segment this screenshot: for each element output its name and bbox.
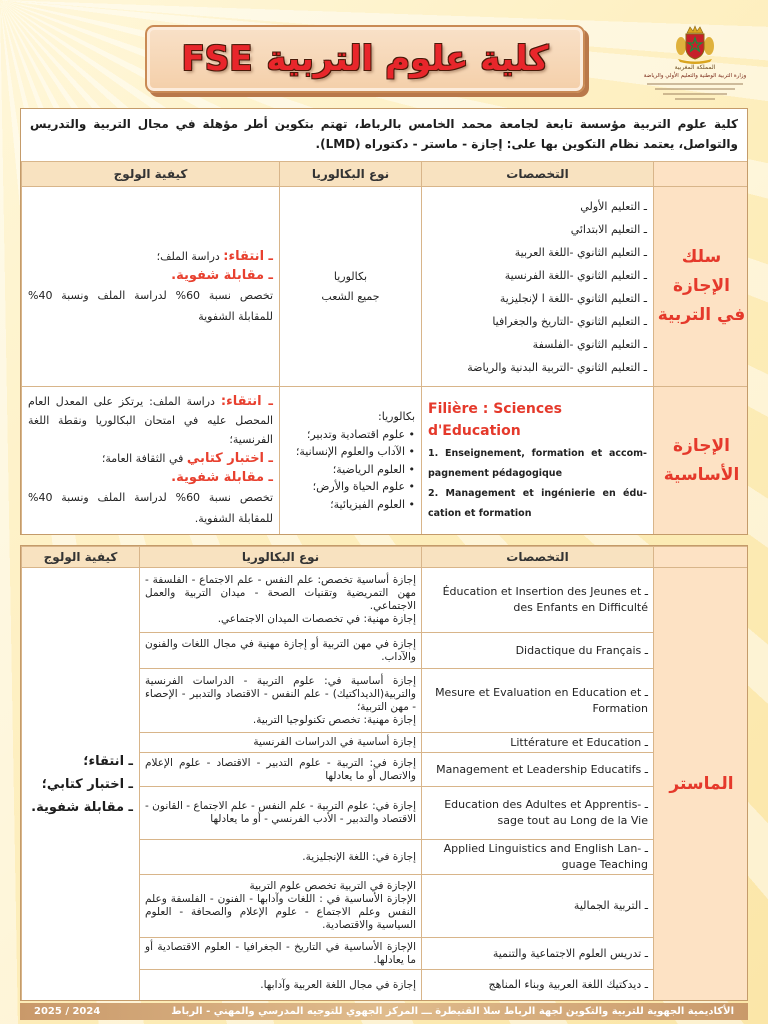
access-item-text: في الثقافة العامة؛ <box>101 452 187 465</box>
access-item: ـ انتقاء؛ <box>83 753 133 769</box>
bac-title: بكالوريا: <box>378 410 415 423</box>
logo-text-line <box>647 83 743 85</box>
bac-requirement: إجازة مهنية: في تخصصات الميدان الاجتماعي. <box>217 613 416 625</box>
bac-cell <box>140 633 422 669</box>
specialty-cell <box>422 568 654 633</box>
bac-requirement: إجازة في مجال اللغة العربية وآدابها. <box>260 978 416 991</box>
specialty-cell <box>422 733 654 753</box>
header-specialties: التخصصات <box>422 547 654 568</box>
specialty-item: 1. Enseignement, formation et accom-pagnement pédagogique <box>428 447 647 479</box>
bac-requirement: إجازة أساسية تخصص: علم النفس - علم الاجتماع - الفلسفة - مهن التمريضية وتقنيات الصحة - ميدان التربية والعمل الاجتماعي. <box>145 574 416 612</box>
access-item-text: دراسة الملف؛ <box>156 249 224 263</box>
access-cell <box>22 187 280 387</box>
specialty-item: ـ التربية الجمالية <box>573 899 648 912</box>
access-weight-note: تخصص نسبة 60% لدراسة الملف ونسبة 40% للمقابلة الشفوية <box>28 288 274 323</box>
filiere-title: Filière : Sciences d'Education <box>428 400 562 439</box>
intro-paragraph: كلية علوم التربية مؤسسة تابعة لجامعة محمد الخامس بالرباط، تهتم بتكوين أطر مؤهلة في مجال التربية والتدريس والتواصل، يعتمد نظام التكوين بها على: إجازة - ماستر - دكتوراه (LMD). <box>30 117 738 151</box>
bac-line: بكالوريا <box>333 269 368 283</box>
specialty-cell <box>422 875 654 938</box>
specialties-cell <box>422 187 654 387</box>
title-acronym: FSE <box>181 39 253 79</box>
header-access-mode: كيفية الولوج <box>22 547 140 568</box>
row-label: الماستر <box>669 773 734 794</box>
row-label-cell <box>654 187 749 387</box>
bac-line: جميع الشعب <box>321 289 380 303</box>
ministry-logo <box>638 24 752 104</box>
header-label-cell <box>654 547 749 568</box>
bac-requirement: إجازة مهنية: تخصص تكنولوجيا التربية. <box>252 713 416 726</box>
bac-requirement: الإجازة في التربية تخصص علوم التربية <box>249 880 416 892</box>
bac-option: • العلوم الفيزيائية؛ <box>330 497 415 511</box>
table-row <box>22 387 749 535</box>
specialties-cell <box>422 387 654 535</box>
bac-requirement: إجازة في: علوم التربية - علم النفس - علم الاجتماع - القانون - الاقتصاد والتدبير - الأدب الفرنسي - أو ما يعادلها <box>145 800 416 825</box>
title-banner <box>145 25 585 93</box>
header-label-cell <box>654 162 749 187</box>
row-label: سلك الإجازة في التربية <box>657 247 746 325</box>
specialty-cell <box>422 753 654 787</box>
table-row <box>22 568 749 633</box>
page-title <box>147 27 583 91</box>
logo-text-line <box>663 93 727 95</box>
bac-cell <box>140 753 422 787</box>
row-label-cell <box>654 387 749 535</box>
master-table-body <box>22 568 749 1001</box>
specialty-item: ـ Didactique du Français <box>515 643 648 657</box>
logo-text-line <box>655 88 735 90</box>
specialty-item: ـ تدريس العلوم الاجتماعية والتنمية <box>492 946 648 960</box>
specialty-item: ـ Littérature et Education <box>510 735 648 749</box>
specialty-item: ـ ديدكتيك اللغة العربية وبناء المناهج <box>488 978 648 991</box>
bac-requirement: إجازة في: اللغة الإنجليزية. <box>302 850 416 863</box>
row-label: الإجازة الأساسية <box>663 435 740 485</box>
specialty-cell <box>422 970 654 1001</box>
specialty-item: ـ Applied Linguistics and English Lan-guage Teaching <box>443 842 648 871</box>
specialty-item: ـ التعليم الأولي <box>580 199 647 213</box>
access-item-text: دراسة الملف: يرتكز على المعدل العام المحصل عليه في امتحان البكالوريا ونقطة اللغة الفرنسية؛ <box>28 395 273 446</box>
specialty-item: ـ Education des Adultes et Apprentis-sage tout au Long de la Vie <box>444 798 648 827</box>
header-bac-type: نوع البكالوريا <box>140 547 422 568</box>
specialty-item: ـ Mesure et Evaluation en Education et Formation <box>435 685 648 715</box>
bac-option: • علوم اقتصادية وتدبير؛ <box>306 427 415 441</box>
access-cell <box>22 387 280 535</box>
logo-ministry-text: وزارة التربية الوطنية والتعليم الأولي والرياضة <box>643 73 747 79</box>
specialty-item: ـ التعليم الثانوي -الفلسفة <box>532 337 647 351</box>
access-item <box>28 247 273 266</box>
bac-cell <box>140 938 422 970</box>
specialty-cell <box>422 633 654 669</box>
specialties-list <box>428 195 647 379</box>
specialty-cell <box>422 787 654 840</box>
specialty-item: ـ التعليم الثانوي -اللغة ا لإنجليزية <box>499 291 647 305</box>
bac-requirement: إجازة أساسية في الدراسات الفرنسية <box>253 736 416 748</box>
bac-option: • الآداب والعلوم الإنسانية؛ <box>295 445 415 458</box>
access-item <box>28 468 273 487</box>
specialty-item: 2. Management et ingénierie en édu-cation et formation <box>428 487 647 519</box>
header-access-mode: كيفية الولوج <box>22 162 280 187</box>
bac-cell <box>140 669 422 733</box>
header-specialties: التخصصات <box>422 162 654 187</box>
bac-cell <box>280 387 422 535</box>
bac-cell <box>140 875 422 938</box>
header-bac-type: نوع البكالوريا <box>280 162 422 187</box>
licence-section <box>20 108 748 535</box>
table-header-row <box>22 547 749 568</box>
master-table <box>21 546 748 1001</box>
specialty-item: ـ التعليم الثانوي -اللغة العربية <box>514 245 647 259</box>
access-item <box>28 449 273 468</box>
access-item <box>28 266 273 285</box>
bac-list <box>286 426 415 514</box>
specialty-item: ـ التعليم الثانوي -التربية البدنية والرياضة <box>467 360 647 374</box>
specialty-item: ـ Éducation et Insertion des Jeunes et des Enfants en Difficulté <box>442 585 648 614</box>
coat-of-arms-icon <box>672 24 718 64</box>
licence-table <box>21 161 748 535</box>
bac-cell <box>140 840 422 875</box>
access-item-highlight: ـ مقابلة شفوية. <box>171 267 273 283</box>
bac-requirement: الإجازة الأساسية في : اللغات وآدابها - الفنون - الفلسفة وعلم النفس وعلم الاجتماع - علوم الإعلام والصحافة - العلوم السياسية والاقتصادية. <box>145 893 416 931</box>
table-row <box>22 187 749 387</box>
bac-cell <box>140 787 422 840</box>
specialty-item: ـ Management et Leadership Educatifs <box>436 762 648 776</box>
bac-option: • العلوم الرياضية؛ <box>332 462 415 476</box>
title-arabic: كلية علوم التربية <box>266 39 549 79</box>
bac-requirement: إجازة في مهن التربية أو إجازة مهنية في مجال اللغات والفنون والآداب. <box>145 637 416 663</box>
footer-bar <box>20 1003 748 1020</box>
logo-kingdom-text: المملكة المغربية <box>674 64 716 71</box>
bac-requirement: الإجازة الأساسية في التاريخ - الجغرافيا - العلوم الاقتصادية أو ما يعادلها. <box>145 940 416 966</box>
bac-requirement: إجازة في: التربية - علوم التدبير - الاقتصاد - علوم الإعلام والاتصال أو ما يعادلها <box>145 756 416 782</box>
footer-year: 2025 / 2024 <box>34 1006 101 1017</box>
bac-cell <box>280 187 422 387</box>
bac-cell <box>140 568 422 633</box>
access-item-highlight: ـ انتقاء: <box>223 248 273 264</box>
bac-list <box>286 267 415 307</box>
bac-option: • علوم الحياة والأرض؛ <box>312 480 415 493</box>
specialty-item: ـ التعليم الثانوي -التاريخ والجغرافيا <box>492 314 647 328</box>
footer-text: الأكاديمية الجهوية للتربية والتكوين لجهة الرباط سلا القنيطرة ـــ المركز الجهوي للتوجيه المدرسي والمهني - الرباط <box>171 1006 734 1017</box>
row-label-cell <box>654 568 749 1001</box>
specialty-cell <box>422 840 654 875</box>
access-item-highlight: ـ مقابلة شفوية. <box>171 470 273 485</box>
access-item: ـ مقابلة شفوية. <box>31 799 133 815</box>
bac-cell <box>140 970 422 1001</box>
access-item: ـ اختبار كتابي؛ <box>41 776 133 792</box>
access-weight-note: تخصص نسبة 60% لدراسة الملف ونسبة 40% للمقابلة الشفوية. <box>28 491 274 525</box>
specialty-item: ـ التعليم الابتدائي <box>570 222 647 236</box>
bac-cell <box>140 733 422 753</box>
table-header-row <box>22 162 749 187</box>
logo-text-line <box>675 98 715 100</box>
bac-requirement: إجازة أساسية في: علوم التربية - الدراسات الفرنسية والتربية(الديداكتيك) - علم النفس - الاقتصاد والتدبير - الإحصاء - مهن التربية؛ <box>145 674 416 713</box>
master-section <box>20 545 748 1001</box>
specialty-item: ـ التعليم الثانوي -اللغة الفرنسية <box>504 268 647 282</box>
access-item <box>28 392 273 449</box>
specialty-cell <box>422 669 654 733</box>
access-item-highlight: ـ اختبار كتابي <box>186 451 273 466</box>
specialty-cell <box>422 938 654 970</box>
access-item-highlight: ـ انتقاء: <box>220 394 273 409</box>
access-cell <box>22 568 140 1001</box>
